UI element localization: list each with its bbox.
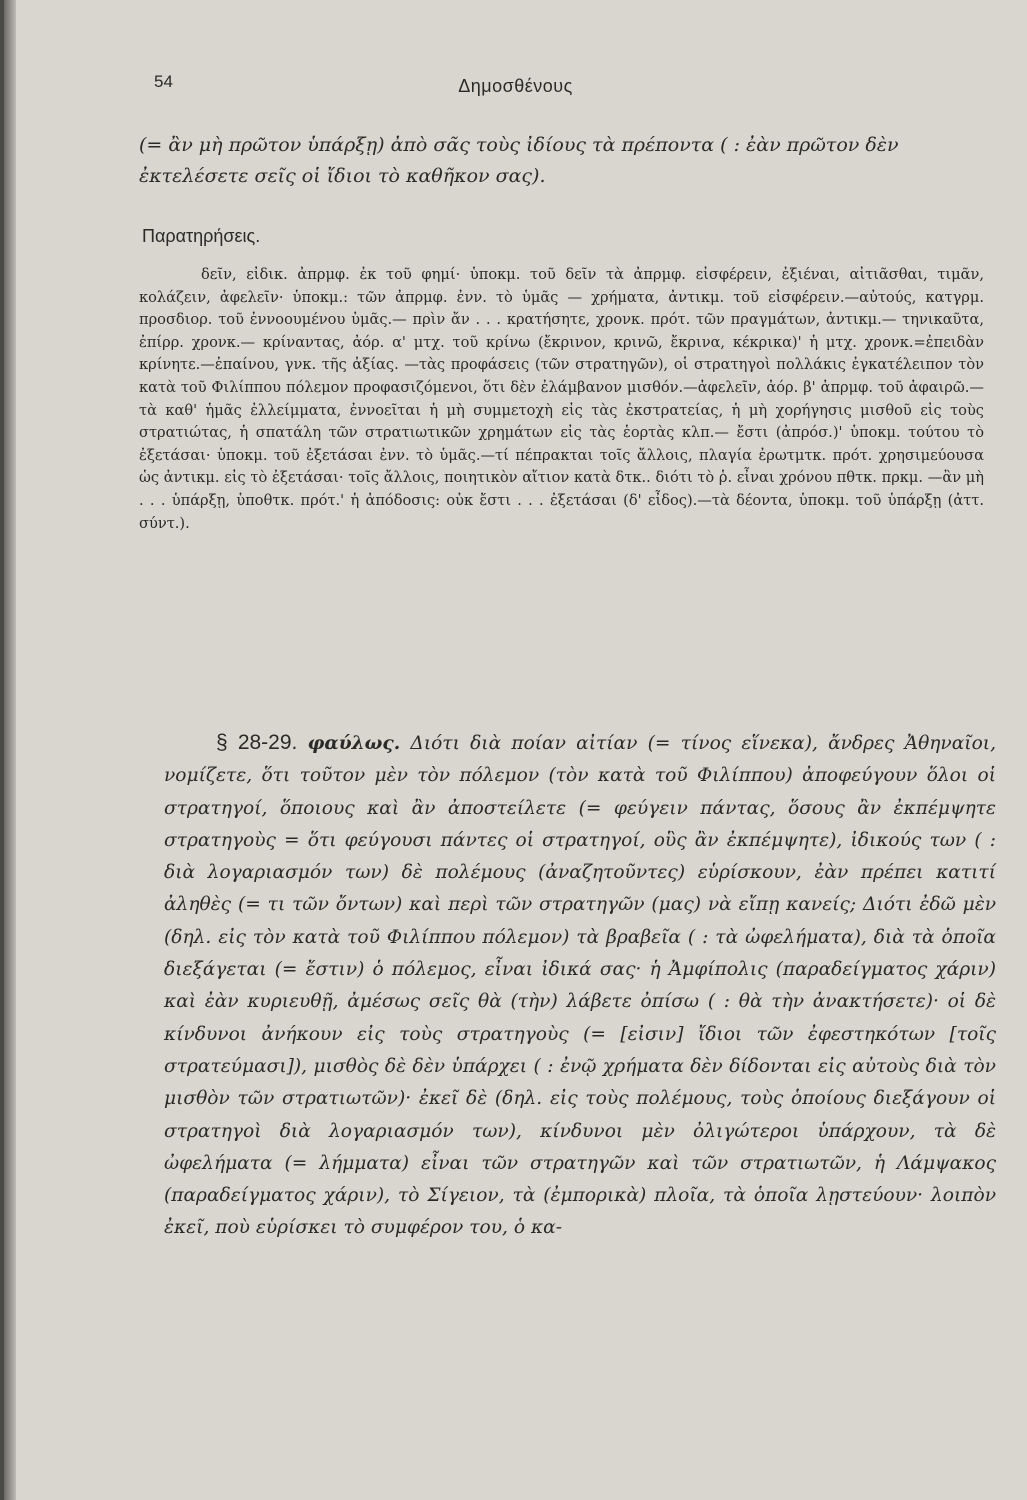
section-number: § 28-29.	[216, 731, 298, 754]
running-head: Δημοσθένους	[458, 76, 573, 96]
page-header	[4, 72, 1027, 102]
book-page	[4, 0, 1027, 1500]
section-keyword: φαύλως.	[307, 733, 401, 754]
page-binding-shadow	[4, 0, 16, 1500]
section-paragraph	[164, 727, 996, 1245]
notes-heading: Παρατηρήσεις.	[142, 226, 261, 246]
page-number: 54	[154, 72, 173, 91]
section-text: Διότι διὰ ποίαν αἰτίαν (= τίνος εἵνεκα), ἄνδρες Ἀθηναῖοι, νομίζετε, ὅτι τοῦτον μὲν τὸν πόλεμον (τὸν κατὰ τοῦ Φιλίππου) ἀποφεύγουν ὅλοι οἱ στρατηγοί, ὅποιους καὶ ἂν ἀποστείλετε (= φεύγειν πάντας, ὅσους ἂν ἐκπέμψητε στρατηγοὺς = ὅτι φεύγουσι πάντες οἱ στρατηγοί, οὓς ἂν ἐκπέμψητε), ἰδικούς των ( : διὰ λογαριασμόν των) δὲ πολέμους (ἀναζητοῦντες) εὑρίσκουν, ἐὰν πρέπει κατιτί ἀληθὲς (= τι τῶν ὄντων) καὶ περὶ τῶν στρατηγῶν (μας) νὰ εἴπῃ κανείς; Διότι ἐδῶ μὲν (δηλ. εἰς τὸν κατὰ τοῦ Φιλίππου πόλεμον) τὰ βραβεῖα ( : τὰ ὠφελήματα), διὰ τὰ ὁποῖα διεξάγεται (= ἔστιν) ὁ πόλεμος, εἶναι ἰδικά σας· ἡ Ἀμφίπολις (παραδείγματος χάριν) καὶ ἐὰν κυριευθῇ, ἀμέσως σεῖς θὰ (τὴν) λάβετε ὀπίσω ( : θὰ τὴν ἀνακτήσετε)· οἱ δὲ κίνδυνοι ἀνήκουν εἰς τοὺς στρατηγοὺς (= [εἰσιν] ἴδιοι τῶν ἐφεστηκότων [τοῖς στρατεύμασι]), μισθὸς δὲ δὲν ὑπάρχει ( : ἐνῷ χρήματα δὲν δίδονται εἰς αὐτοὺς διὰ τὸν μισθὸν τῶν στρατιωτῶν)· ἐκεῖ δὲ (δηλ. εἰς τοὺς πολέμους, τοὺς ὁποίους διεξάγουν οἱ στρατηγοὶ διὰ λογαριασμόν των), κίνδυνοι μὲν ὀλιγώτεροι ὑπάρχουν, τὰ δὲ ὠφελήματα (= λήμματα) εἶναι τῶν στρατηγῶν καὶ τῶν στρατιωτῶν, ἡ Λάμψακος (παραδείγματος χάριν), τὸ Σίγειον, τὰ (ἐμπορικὰ) πλοῖα, τὰ ὁποῖα λῃστεύουν· λοιπὸν ἐκεῖ, ποὺ εὑρίσκει τὸ συμφέρον του, ὁ κα-	[164, 733, 996, 1239]
intro-paragraph: (= ἂν μὴ πρῶτον ὑπάρξῃ) ἀπὸ σᾶς τοὺς ἰδίους τὰ πρέποντα ( : ἐὰν πρῶτον δὲν ἐκτελέσετε σεῖς οἱ ἴδιοι τὸ καθῆκον σας).	[139, 134, 899, 187]
notes-paragraph: δεῖν, εἰδικ. ἀπρμφ. ἐκ τοῦ φημί· ὑποκμ. τοῦ δεῖν τὰ ἀπρμφ. εἰσφέρειν, ἐξιέναι, αἰτιᾶσθαι, τιμᾶν, κολάζειν, ἀφελεῖν· ὑποκμ.: τῶν ἀπρμφ. ἐνν. τὸ ὑμᾶς — χρήματα, ἀντικμ. τοῦ εἰσφέρειν.—αὐτούς, κατγρμ. προσδιορ. τοῦ ἐννοουμένου ὑμᾶς.— πρὶν ἄν . . . κρατήσητε, χρονκ. πρότ. τῶν πραγμάτων, ἀντικμ.— τηνικαῦτα, ἐπίρρ. χρονκ.— κρίναντας, ἀόρ. α' μτχ. τοῦ κρίνω (ἔκρινον, κρινῶ, ἔκρινα, κέκρικα)' ἡ μτχ. χρονκ.=ἐπειδὰν κρίνητε.—ἐπαίνου, γνκ. τῆς ἀξίας. —τὰς προφάσεις (τῶν στρατηγῶν), οἱ στρατηγοὶ πολλάκις ἐγκατέλειπον τὸν κατὰ τοῦ Φιλίππου πόλεμον προφασιζόμενοι, ὅτι δὲν ἐλάμβανον μισθόν.—ἀφελεῖν, ἀόρ. β' ἀπρμφ. τοῦ ἀφαιρῶ.—τὰ καθ' ἡμᾶς ἐλλείμματα, ἐννοεῖται ἡ μὴ συμμετοχὴ εἰς τὰς ἐκστρατείας, ἡ μὴ χορήγησις μισθοῦ εἰς τοὺς στρατιώτας, ἡ σπατάλη τῶν στρατιωτικῶν χρημάτων εἰς τὰς ἑορτὰς κλπ.— ἔστι (ἀπρόσ.)' ὑποκμ. τούτου τὸ ἐξετάσαι· ὑποκμ. τοῦ ἐξετάσαι ἐνν. τὸ ὑμᾶς.—τί πέπρακται τοῖς ἄλλοις, πλαγία ἐρωτμτκ. πρότ. χρησιμεύουσα ὡς ἀντικμ. εἰς τὸ ἐξετάσαι· τοῖς ἄλλοις, ποιητικὸν αἴτιον κατὰ δτκ.. διότι τὸ ῥ. εἶναι χρόνου πθτκ. πρκμ. —ἂν μὴ . . . ὑπάρξῃ, ὑποθτκ. πρότ.' ἡ ἀπόδοσις: οὐκ ἔστι . . . ἐξετάσαι (δ' εἶδος).—τὰ δέοντα, ὑποκμ. τοῦ ὑπάρξῃ (ἀττ. σύντ.).	[139, 266, 984, 532]
